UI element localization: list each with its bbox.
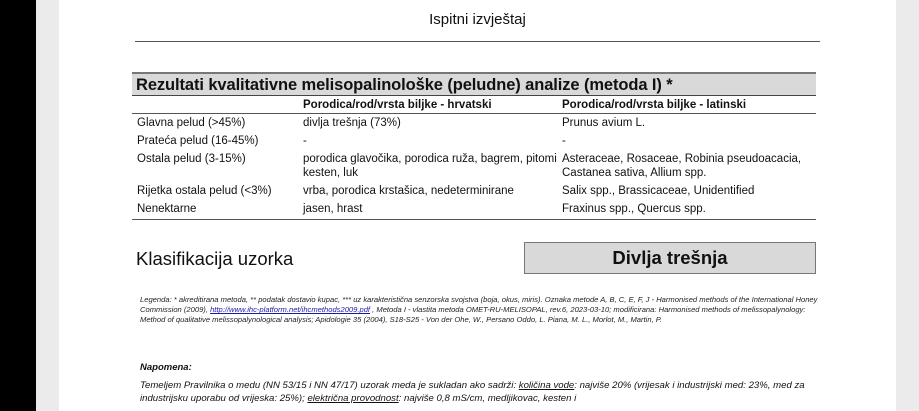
croatian-names: divlja trešnja (73%) <box>303 117 401 129</box>
croatian-names: jasen, hrast <box>303 203 363 215</box>
ihc-methods-link[interactable]: http://www.ihc-platform.net/ihcmethods2009.pdf <box>210 305 371 315</box>
table-header-row <box>132 96 816 114</box>
column-header: Porodica/rod/vrsta biljke - hrvatski <box>303 99 492 111</box>
legend-text <box>140 295 820 326</box>
column-header: Porodica/rod/vrsta biljke - latinski <box>562 99 747 111</box>
legend-text-end: , Metoda I - vlastita metoda OMET-RU-MELISOPAL, rev.6, 2023-03-10; modificirana: Harmonised methods of melissopalynology: Method of qualitative melissopalynological analysis; Apidologie 35 (2004), S18-S25 - Von der Ohe, W., Persano Oddo, L. Piana, M. L., Morlot, M., Martin, P. <box>140 305 806 325</box>
legend-text-start: Legenda: * akreditirana metoda, ** podatak dostavio kupac, *** uz karakteristična senzorska svojstva (boja, okus, miris). Oznaka metode A, B, C, E, F, J - Harmonised methods of the International Honey Commission (2009), <box>140 295 818 315</box>
note-conductivity: električna provodnost <box>307 392 399 404</box>
results-table <box>132 72 816 220</box>
table-row <box>132 200 816 220</box>
classification-value: Divlja trešnja <box>524 242 816 274</box>
table-row <box>132 132 816 150</box>
note-part: : najviše 0,8 mS/cm, medljikovac, kesten i <box>398 392 577 404</box>
latin-names: Fraxinus spp., Quercus spp. <box>562 203 706 215</box>
croatian-names: porodica glavočika, porodica ruža, bagrem, pitomi kesten, luk <box>303 153 557 179</box>
latin-names: Prunus avium L. <box>562 117 646 129</box>
document-page <box>59 0 896 411</box>
pollen-category: Glavna pelud (>45%) <box>137 117 246 129</box>
pollen-category: Rijetka ostala pelud (<3%) <box>137 185 272 197</box>
column-header <box>132 98 303 112</box>
right-scrollbar-track[interactable] <box>896 0 919 411</box>
croatian-names: - <box>303 135 307 147</box>
report-title: Ispitni izvještaj <box>429 11 526 28</box>
left-gutter <box>36 0 59 411</box>
latin-names: Asteraceae, Rosaceae, Robinia pseudoacacia, Castanea sativa, Allium spp. <box>562 153 802 179</box>
header-rule <box>135 41 820 42</box>
classification-label: Klasifikacija uzorka <box>136 248 294 269</box>
croatian-names: vrba, porodica krstašica, nedeterminirane <box>303 185 514 197</box>
note-title: Napomena: <box>140 362 192 373</box>
pollen-category: Ostala pelud (3-15%) <box>137 153 246 165</box>
note-text <box>140 380 830 405</box>
pollen-category: Nenektarne <box>137 203 197 215</box>
note-part: : najviše 20% (vrijesak i industrijski med: 23%, med za industrijsku uporabu od vrijeska: 25%); <box>140 380 805 404</box>
latin-names: Salix spp., Brassicaceae, Unidentified <box>562 185 755 197</box>
table-row <box>132 182 816 200</box>
note-part: Temeljem Pravilnika o medu (NN 53/15 i NN 47/17) uzorak meda je sukladan ako sadrži: <box>140 380 519 391</box>
pollen-category: Prateća pelud (16-45%) <box>137 135 259 147</box>
latin-names: - <box>562 135 566 147</box>
table-row <box>132 150 816 182</box>
results-title: Rezultati kvalitativne melisopalinološke (peludne) analize (metoda I) * <box>132 72 816 96</box>
note-water-content: količina vode <box>518 380 575 391</box>
table-row <box>132 114 816 132</box>
